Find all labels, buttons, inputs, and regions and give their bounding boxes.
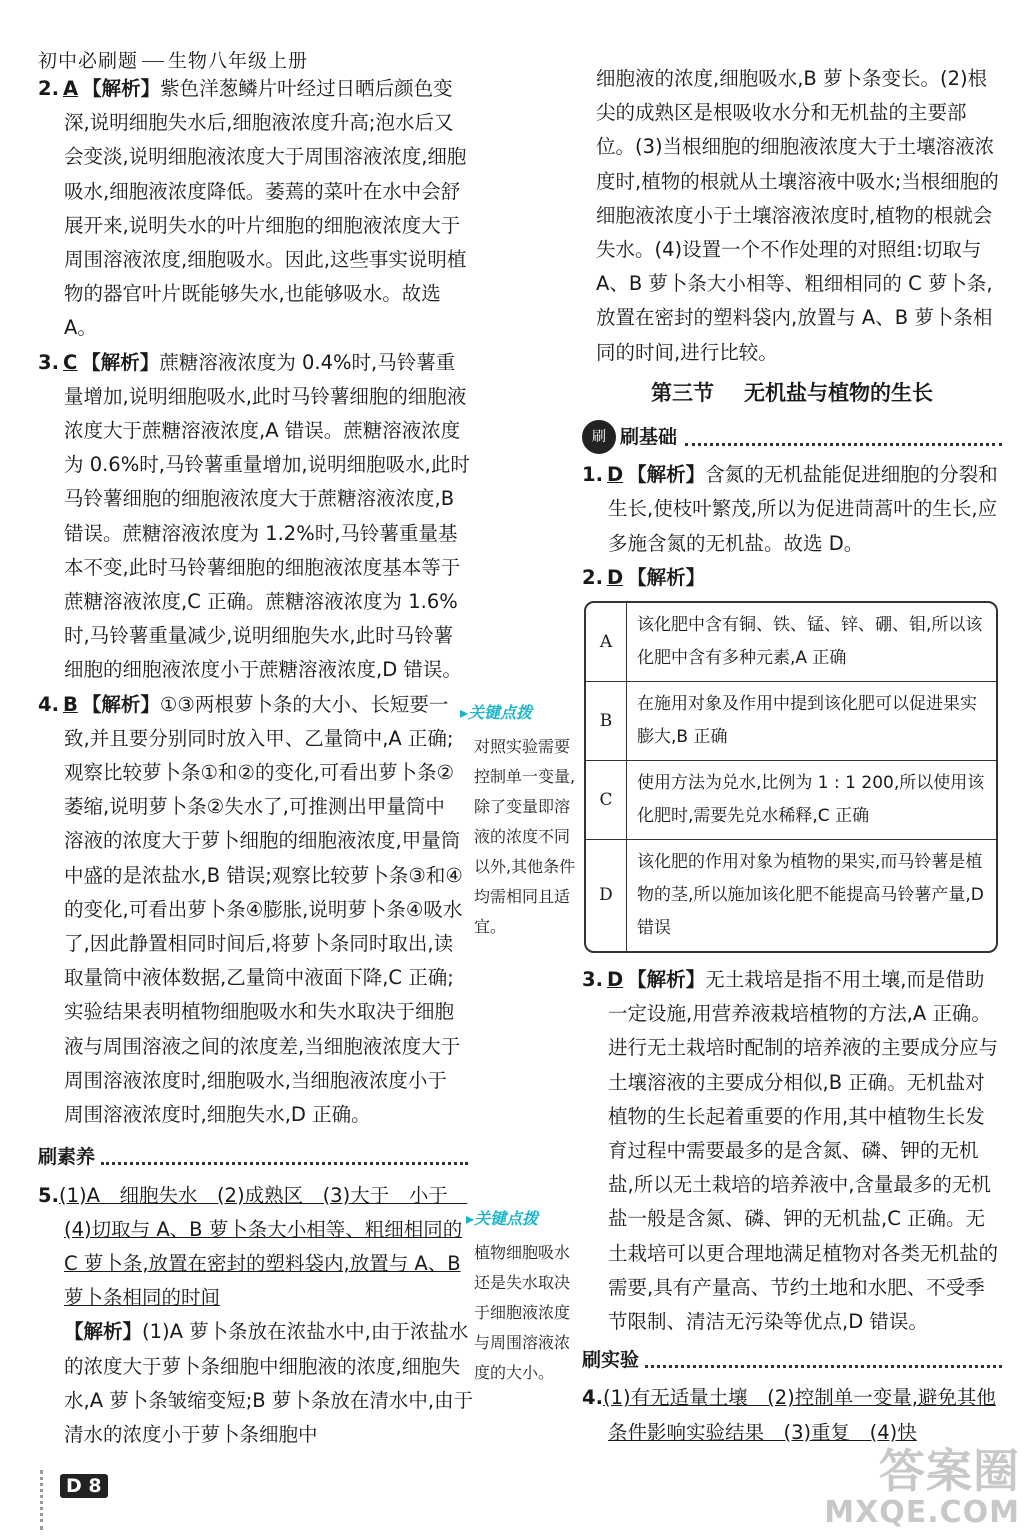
section-heading-label: 刷实验 xyxy=(582,1349,640,1372)
question-5-continued xyxy=(582,62,1002,370)
section-number: 第三节 xyxy=(651,380,714,405)
analysis-tag: 【解析】 xyxy=(627,565,706,589)
left-column xyxy=(38,72,474,1452)
answer-letter: C xyxy=(62,350,78,374)
page-number-badge: D 8 xyxy=(60,1474,108,1498)
table-row xyxy=(586,760,996,839)
option-explanation: 使用方法为兑水,比例为 1 : 1 200,所以使用该化肥时,需要先兑水稀释,C 正确 xyxy=(637,773,985,827)
analysis-text: (1)A 萝卜条放在浓盐水中,由于浓盐水的浓度大于萝卜条细胞中细胞液的浓度,细胞失水,A 萝卜条皱缩变短;B 萝卜条放在清水中,由于清水的浓度小于萝卜条细胞中 xyxy=(64,1320,474,1446)
watermark-logo xyxy=(824,1444,1020,1530)
dotted-rule xyxy=(101,1150,468,1165)
question-5-analysis xyxy=(38,1315,474,1452)
dotted-rule xyxy=(685,429,1002,446)
analysis-tag: 【解析】 xyxy=(64,1320,143,1344)
section-heading-label: 刷基础 xyxy=(620,426,678,449)
subject-title: 生物八年级上册 xyxy=(168,50,309,72)
right-column xyxy=(582,62,1002,1450)
analysis-tag: 【解析】 xyxy=(81,692,160,716)
key-tip-text-1: 对照实验需要控制单一变量,除了变量即溶液的浓度不同以外,其他条件均需相同且适宜。 xyxy=(474,737,576,936)
question-3-right xyxy=(582,963,1002,1339)
analysis-text: 紫色洋葱鳞片叶经过日晒后颜色变深,说明细胞失水后,细胞液浓度升高;泡水后又会变淡,说明细胞液浓度大于周围溶液浓度,细胞吸水,细胞液浓度降低。萎蔫的菜叶在水中会舒展开来,说明失水的叶片细胞的细胞液浓度大于周围溶液浓度,细胞吸水。因此,这些事实说明植物的器官叶片既能够失水,也能够吸水。故选 A。 xyxy=(64,77,467,340)
question-number: 1. xyxy=(582,463,603,487)
question-2-right xyxy=(582,561,1002,595)
table-row xyxy=(586,839,996,951)
dotted-rule xyxy=(645,1353,1002,1368)
page-number xyxy=(60,1474,108,1498)
analysis-tag: 【解析】 xyxy=(81,350,160,374)
answer-letter: D xyxy=(606,968,624,992)
key-tip-text-2: 植物细胞吸水还是失水取决于细胞液浓度与周围溶液浓度的大小。 xyxy=(474,1243,571,1382)
question-number: 3. xyxy=(582,968,603,992)
question-5-left xyxy=(38,1179,469,1316)
analysis-text: 致,并且要分别同时放入甲、乙量筒中,A 正确;观察比较萝卜条①和②的变化,可看出萝卜条②萎缩,说明萝卜条②失水了,可推测出甲量筒中溶液的浓度大于萝卜细胞的细胞液浓度,甲量筒中盛的是浓盐水,B 错误;观察比较萝卜条③和④的变化,可看出萝卜条④膨胀,说明萝卜条④吸水了,因此静置相同时间后,将萝卜条同时取出,读取量筒中液体数据,乙量筒中液面下降,C 正确;实验结果表明植物细胞吸水和失水取决于细胞液与周围溶液之间的浓度差,当细胞液浓度大于周围溶液浓度时,细胞吸水,当细胞液浓度小于周围溶液浓度时,细胞失水,D 正确。 xyxy=(64,726,463,1127)
question-number: 3. xyxy=(38,350,59,374)
analysis-first-line: ①③两根萝卜条的大小、长短要一 xyxy=(159,692,449,716)
question-number: 4. xyxy=(38,692,59,716)
analysis-tag: 【解析】 xyxy=(627,968,706,992)
answer-letter: D xyxy=(606,463,624,487)
answer-letter: A xyxy=(62,77,79,100)
question-3-left xyxy=(38,346,470,688)
section-name: 无机盐与植物的生长 xyxy=(744,380,933,405)
question-number: 2. xyxy=(582,565,603,589)
table-row xyxy=(586,681,996,760)
section-heading-experiment xyxy=(582,1343,1002,1377)
question-number: 2. xyxy=(38,77,59,100)
brush-badge-icon: 刷 xyxy=(582,420,616,454)
question-4-right xyxy=(582,1381,1002,1449)
question-number: 5. xyxy=(38,1183,59,1207)
option-explanation: 该化肥的作用对象为植物的果实,而马铃薯是植物的茎,所以施加该化肥不能提高马铃薯产量,D 错误 xyxy=(637,852,984,939)
question-number: 4. xyxy=(582,1386,603,1410)
question-1-right xyxy=(582,458,1002,561)
analysis-tag: 【解析】 xyxy=(627,463,706,487)
option-key: B xyxy=(586,682,627,760)
answer-letter: B xyxy=(62,692,78,716)
answer-text: (1)A 细胞失水 (2)成熟区 (3)大于 小于 (4)切取与 A、B 萝卜条大小相等、粗细相同的 C 萝卜条,放置在密封的塑料袋内,放置与 A、B 萝卜条相同的时间 xyxy=(58,1183,468,1310)
key-tip-title-2: ▸关键点拨 xyxy=(466,1209,539,1228)
book-title: 初中必刷题 xyxy=(38,50,139,72)
question-2-left xyxy=(38,72,470,346)
table-row xyxy=(586,603,996,681)
analysis-text: 含氮的无机盐能促进细胞的分裂和生长,使枝叶繁茂,所以为促进茼蒿叶的生长,应多施含氮的无机盐。故选 D。 xyxy=(608,463,998,555)
arrow-icon: ▸ xyxy=(466,1209,475,1228)
footer-dotted-rule xyxy=(40,1470,47,1530)
analysis-tag: 【解析】 xyxy=(82,77,161,100)
analysis-text: 无土栽培是指不用土壤,而是借助一定设施,用营养液栽培植物的方法,A 正确。进行无土栽培时配制的培养液的主要成分应与土壤溶液的主要成分相似,B 正确。无机盐对植物的生长起着重要的作用,其中植物生长发育过程中需要最多的是含氮、磷、钾的无机盐,所以无土栽培的培养液中,含量最多的无机盐一般是含氮、磷、钾的无机盐,C 正确。无土栽培可以更合理地满足植物对各类无机盐的需要,具有产量高、节约土地和水肥、不受季节限制、清洁无污染等优点,D 错误。 xyxy=(608,968,999,1334)
answer-letter: D xyxy=(606,565,624,589)
header-separator xyxy=(142,61,164,62)
answer-text: (1)有无适量土壤 (2)控制单一变量,避免其他条件影响实验结果 (3)重复 (4)快 xyxy=(602,1386,996,1444)
question-4-continued xyxy=(38,722,464,1132)
analysis-table xyxy=(584,601,998,953)
analysis-text: 细胞液的浓度,细胞吸水,B 萝卜条变长。(2)根尖的成熟区是根吸收水分和无机盐的主要部位。(3)当根细胞的细胞液浓度大于土壤溶液浓度时,植物的根就从土壤溶液中吸水;当根细胞的细胞液浓度小于土壤溶液浓度时,植物的根就会失水。(4)设置一个不作处理的对照组:切取与 A、B 萝卜条大小相等、粗细相同的 C 萝卜条,放置在密封的塑料袋内,放置与 A、B 萝卜条相同的时间,进行比较。 xyxy=(596,67,999,364)
option-explanation: 在施用对象及作用中提到该化肥可以促进果实膨大,B 正确 xyxy=(637,694,977,748)
section-heading-basics xyxy=(582,420,1002,454)
analysis-text: 蔗糖溶液浓度为 0.4%时,马铃薯重量增加,说明细胞吸水,此时马铃薯细胞的细胞液浓度大于蔗糖溶液浓度,A 错误。蔗糖溶液浓度为 0.6%时,马铃薯重量增加,说明细胞吸水,此时马铃薯细胞的细胞液浓度大于蔗糖溶液浓度,B 错误。蔗糖溶液浓度为 1.2%时,马铃薯重量基本不变,此时马铃薯细胞的细胞液浓度基本等于蔗糖溶液浓度,C 正确。蔗糖溶液浓度为 1.6%时,马铃薯重量减少,说明细胞失水,此时马铃薯细胞的细胞液浓度小于蔗糖溶液浓度,D 错误。 xyxy=(64,350,470,682)
option-key: A xyxy=(586,603,627,681)
question-4-left xyxy=(38,688,474,722)
watermark-url: MXQE.COM xyxy=(824,1495,1020,1530)
option-key: C xyxy=(586,761,627,839)
section-heading-label: 刷素养 xyxy=(38,1146,96,1169)
key-tip-title-1: ▸关键点拨 xyxy=(460,703,533,722)
arrow-icon: ▸ xyxy=(460,703,469,722)
option-key: D xyxy=(586,840,627,951)
option-explanation: 该化肥中含有铜、铁、锰、锌、硼、钼,所以该化肥中含有多种元素,A 正确 xyxy=(637,615,983,669)
section-title xyxy=(582,376,1002,410)
section-heading-literacy xyxy=(38,1140,468,1174)
running-header xyxy=(38,46,308,73)
watermark-text: 答案圈 xyxy=(879,1444,1020,1498)
